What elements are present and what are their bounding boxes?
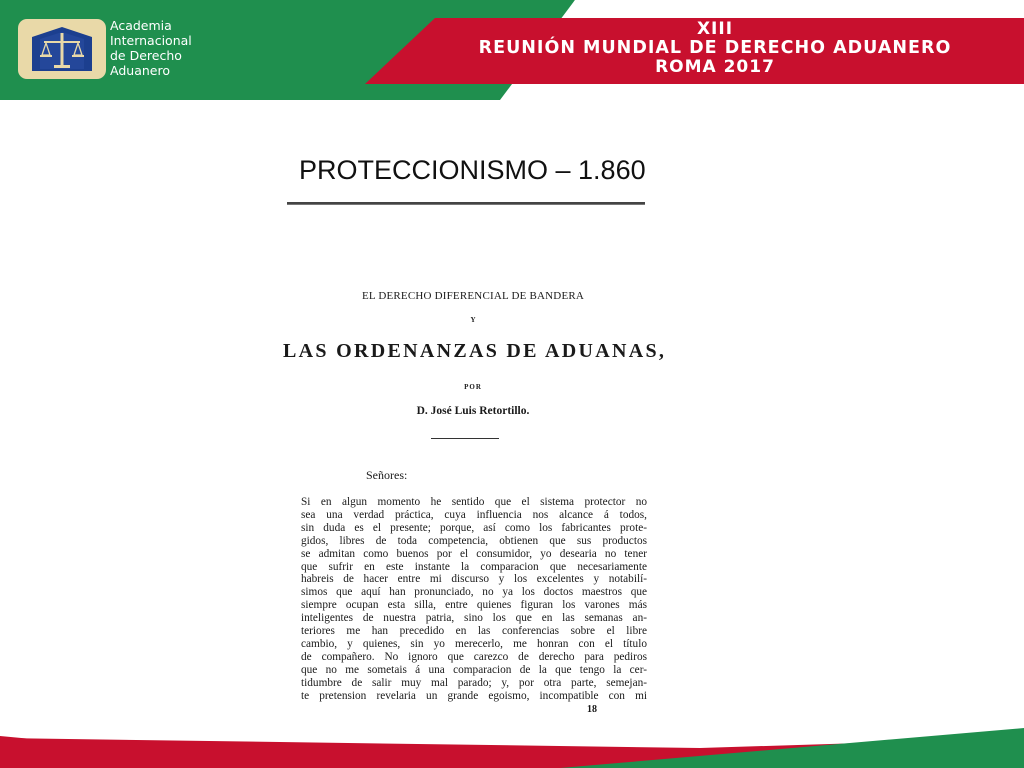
header-banner bbox=[0, 0, 1024, 100]
slide-title: PROTECCIONISMO – 1.860 bbox=[299, 155, 646, 185]
body-line: sea una verdad práctica, cuya influencia nos alcance á todos, bbox=[301, 508, 647, 521]
document-subtitle: EL DERECHO DIFERENCIAL DE BANDERA bbox=[361, 290, 585, 302]
body-line: tidumbre de salir muy mal parado; y, por otra parte, semejan- bbox=[301, 676, 647, 689]
body-line: te pretension revelaria un grande egoismo, incompatible con mi bbox=[301, 689, 647, 702]
academy-name-line: Academia bbox=[110, 18, 172, 33]
body-line: habreis de hacer entre mi discurso y los excelentes y notabilí- bbox=[301, 573, 647, 586]
footer-banner bbox=[0, 718, 1024, 768]
document-main-title: LAS ORDENANZAS DE ADUANAS, bbox=[283, 340, 667, 362]
document-top-rule bbox=[287, 202, 645, 205]
body-line: inteligentes de nuestra patria, sino los que en las semanas an- bbox=[301, 612, 647, 625]
body-line: se admitan como buenos por el consumidor, yo desearia no tener bbox=[301, 547, 647, 560]
academy-logo bbox=[18, 19, 106, 79]
document-author: D. José Luis Retortillo. bbox=[416, 405, 530, 417]
body-line: de compañero. No ignoro que carezco de derecho para pediros bbox=[301, 650, 647, 663]
document-por: POR bbox=[464, 383, 482, 391]
document-divider bbox=[431, 438, 499, 439]
academy-name bbox=[110, 18, 192, 78]
academy-name-line: Aduanero bbox=[110, 63, 170, 78]
body-line: simos que aquí han pronunciado, no ya los doctos maestros que bbox=[301, 586, 647, 599]
event-name: REUNIÓN MUNDIAL DE DERECHO ADUANERO bbox=[478, 38, 952, 58]
footer-background bbox=[0, 718, 1024, 768]
body-line: cambio, y quienes, sin yo merecerlo, me honran con el título bbox=[301, 637, 647, 650]
event-edition: XIII bbox=[696, 19, 734, 39]
event-title bbox=[415, 20, 1015, 77]
body-line: que no me sometais á una comparacion de la que tengo la cer- bbox=[301, 663, 647, 676]
body-line: que sufrir en este instante la comparacion que necesariamente bbox=[301, 560, 647, 573]
academy-name-line: de Derecho bbox=[110, 48, 182, 63]
body-line: sin duda es el presente; porque, así como los fabricantes prote- bbox=[301, 521, 647, 534]
body-line: gidos, libres de toda competencia, obtienen que sus productos bbox=[301, 534, 647, 547]
page-number: 18 bbox=[587, 704, 597, 715]
body-line: Si en algun momento he sentido que el sistema protector no bbox=[301, 496, 647, 508]
academy-name-line: Internacional bbox=[110, 33, 192, 48]
body-line: siempre ocupan esta silla, entre quienes figuran los varones más bbox=[301, 599, 647, 612]
scales-of-justice-logo-icon bbox=[18, 19, 106, 79]
document-greeting: Señores: bbox=[366, 468, 408, 482]
scanned-document bbox=[283, 198, 667, 723]
body-line: teriores me han precedido en las conferencias sobre el libre bbox=[301, 625, 647, 638]
event-location-year: ROMA 2017 bbox=[655, 57, 775, 77]
document-body bbox=[301, 496, 647, 703]
document-conjunction: Y bbox=[470, 316, 476, 324]
white-stripe bbox=[563, 0, 1024, 18]
